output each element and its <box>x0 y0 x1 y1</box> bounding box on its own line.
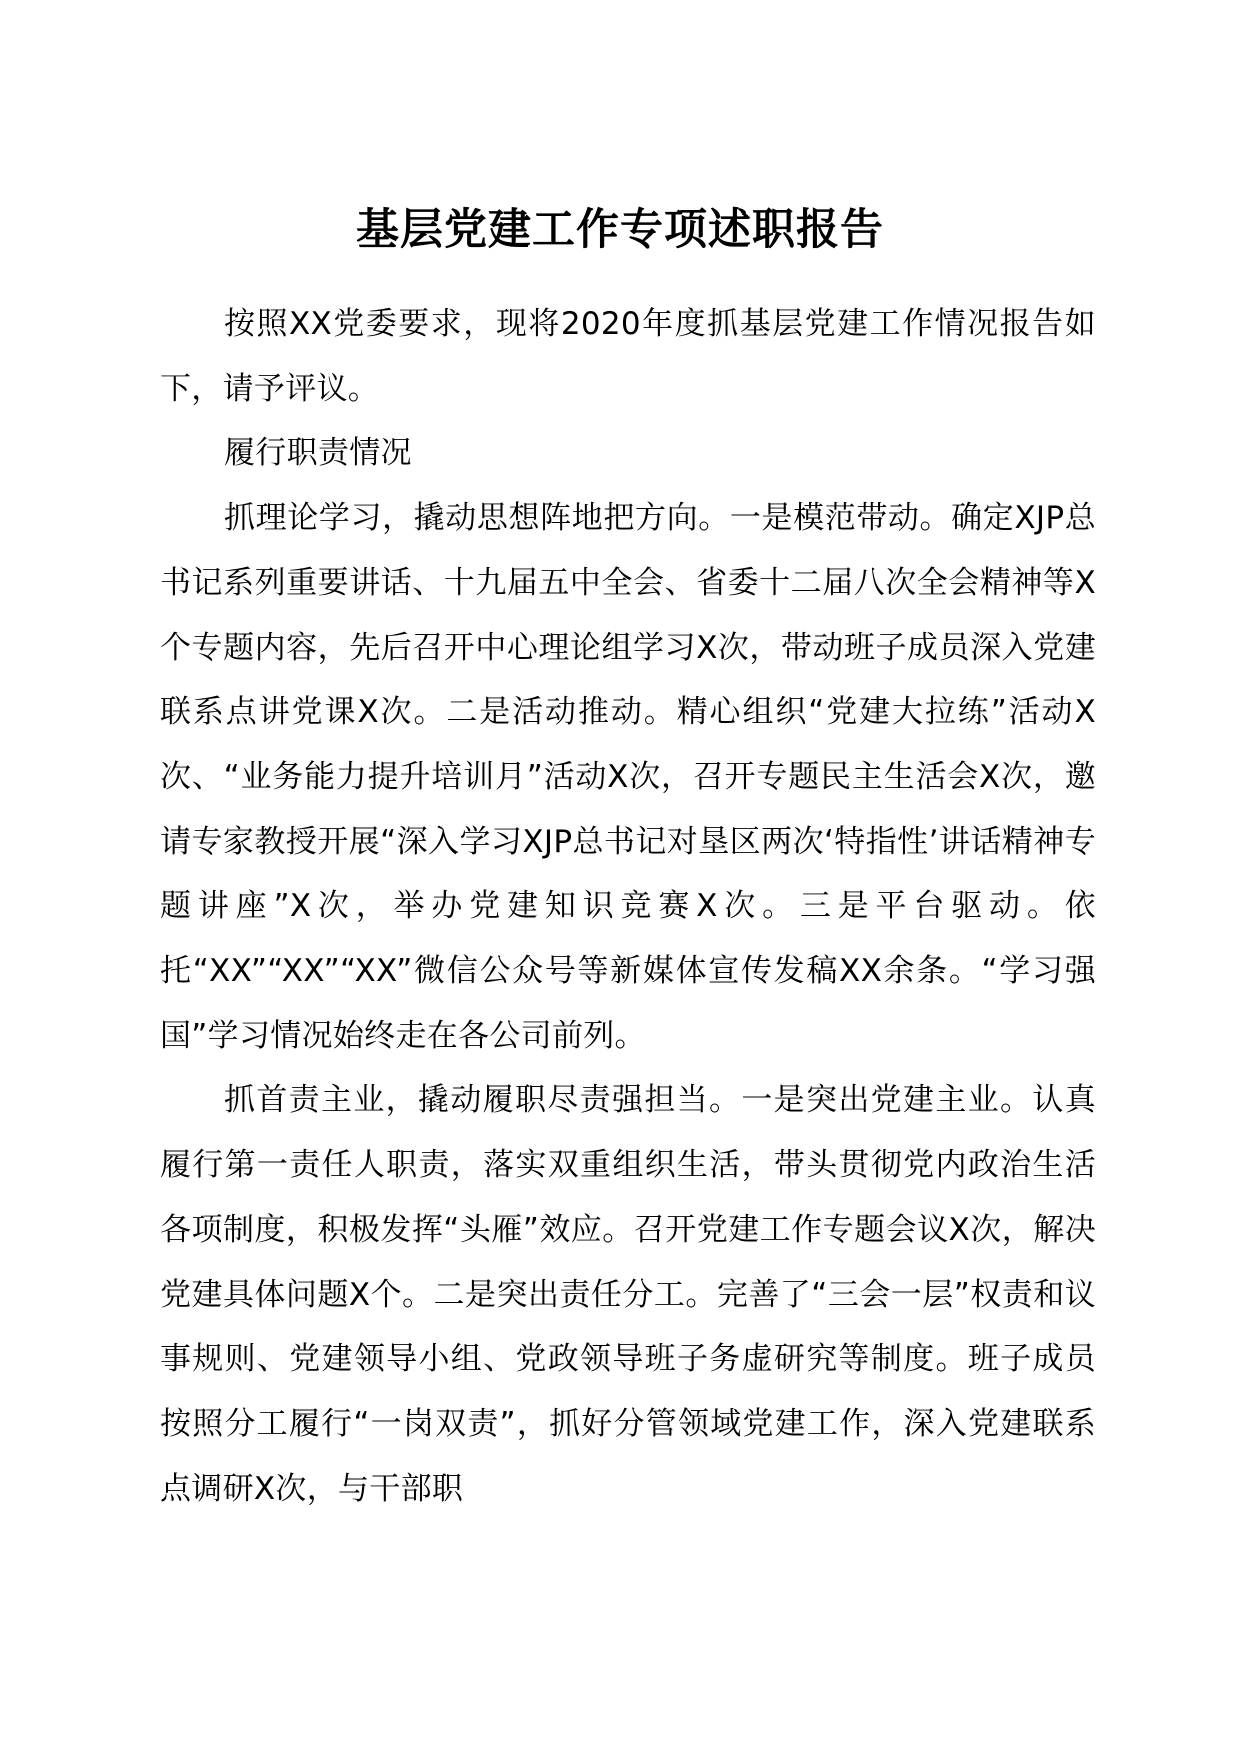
document-title: 基层党建工作专项述职报告 <box>356 205 884 255</box>
paragraph-primary-duty: 抓首责主业，撬动履职尽责强担当。一是突出党建主业。认真履行第一责任人职责，落实双重组织生活，带头贯彻党内政治生活各项制度，积极发挥“头雁”效应。召开党建工作专题会议X次，解决党建具体问题X个。二是突出责任分工。完善了“三会一层”权责和议事规则、党建领导小组、党政领导班子务虚研究等制度。班子成员按照分工履行“一岗双责”，抓好分管领域党建工作，深入党建联系点调研X次，与干部职 <box>160 1082 1096 1507</box>
paragraph-theory-study: 抓理论学习，撬动思想阵地把方向。一是模范带动。确定XJP总书记系列重要讲话、十九届五中全会、省委十二届八次全会精神等X个专题内容，先后召开中心理论组学习X次，带动班子成员深入党建联系点讲党课X次。二是活动推动。精心组织“党建大拉练”活动X次、“业务能力提升培训月”活动X次，召开专题民主生活会X次，邀请专家教授开展“深入学习XJP总书记对垦区两次‘特指性’讲话精神专题讲座”X次，举办党建知识竞赛X次。三是平台驱动。依托“XX”“XX”“XX”微信公众号等新媒体宣传发稿XX余条。“学习强国”学习情况始终走在各公司前列。 <box>160 500 1096 1054</box>
document-body <box>160 292 1096 1521</box>
section-heading-duties: 履行职责情况 <box>224 435 412 472</box>
paragraph-intro: 按照XX党委要求，现将2020年度抓基层党建工作情况报告如下，请予评议。 <box>160 306 1096 407</box>
